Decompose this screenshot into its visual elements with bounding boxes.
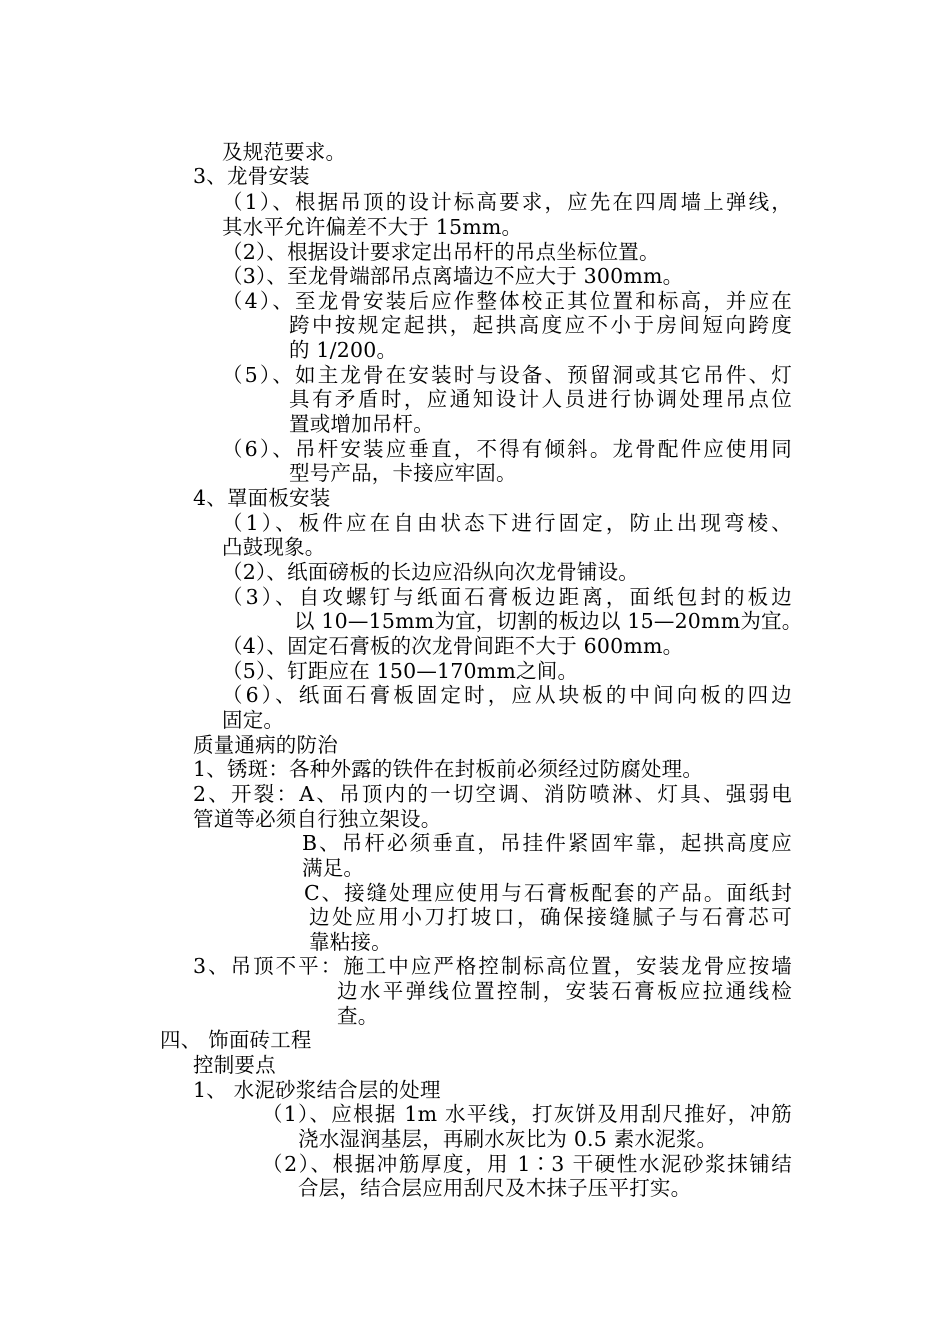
section-heading: 控制要点 <box>193 1053 276 1077</box>
section-heading: 1、 水泥砂浆结合层的处理 <box>193 1078 441 1102</box>
text-line: （2）、根据设计要求定出吊杆的吊点坐标位置。 <box>222 240 660 264</box>
text-line: （1）、根据吊顶的设计标高要求，应先在四周墙上弹线， <box>222 190 792 214</box>
text-line: （3）、自攻螺钉与纸面石膏板边距离，面纸包封的板边 <box>222 585 792 609</box>
text-line: （5）、钉距应在 150—170mm之间。 <box>222 659 579 683</box>
text-line: 合层，结合层应用刮尺及木抹子压平打实。 <box>298 1176 692 1200</box>
text-line: 2、开裂：A、吊顶内的一切空调、消防喷淋、灯具、强弱电 <box>193 782 792 806</box>
text-line: （6）、吊杆安装应垂直，不得有倾斜。龙骨配件应使用同 <box>222 437 792 461</box>
text-line: 边处应用小刀打坡口，确保接缝腻子与石膏芯可 <box>309 905 792 929</box>
text-line: 满足。 <box>302 856 365 880</box>
section-heading: 3、龙骨安装 <box>193 164 310 188</box>
text-line: 的 1/200。 <box>289 338 398 362</box>
text-line: 具有矛盾时，应通知设计人员进行协调处理吊点位 <box>289 387 792 411</box>
text-line: （5）、如主龙骨在安装时与设备、预留洞或其它吊件、灯 <box>222 363 792 387</box>
text-line: （1）、应根据 1m 水平线，打灰饼及用刮尺推好，冲筋 <box>262 1102 792 1126</box>
text-line: 固定。 <box>222 708 285 732</box>
text-line: 3、吊顶不平：施工中应严格控制标高位置，安装龙骨应按墙 <box>193 954 792 978</box>
text-line: （2）、纸面磅板的长边应沿纵向次龙骨铺设。 <box>222 560 639 584</box>
text-line: 及规范要求。 <box>222 140 347 164</box>
text-line: 跨中按规定起拱，起拱高度应不小于房间短向跨度 <box>289 313 792 337</box>
text-line: （4）、至龙骨安装后应作整体校正其位置和标高，并应在 <box>222 289 792 313</box>
section-heading: 质量通病的防治 <box>193 733 338 757</box>
text-line: B、吊杆必须垂直，吊挂件紧固牢靠，起拱高度应 <box>302 831 792 855</box>
text-line: （6）、纸面石膏板固定时，应从块板的中间向板的四边 <box>222 683 792 707</box>
text-line: 型号产品，卡接应牢固。 <box>289 461 517 485</box>
text-line: （1）、板件应在自由状态下进行固定，防止出现弯棱、 <box>222 511 792 535</box>
text-line: 其水平允许偏差不大于 15mm。 <box>222 215 523 239</box>
section-heading: 4、罩面板安装 <box>193 486 331 510</box>
chapter-heading: 四、 饰面砖工程 <box>160 1028 312 1052</box>
text-line: 边水平弹线位置控制，安装石膏板应拉通线检 <box>337 979 792 1003</box>
text-line: 管道等必须自行独立架设。 <box>193 807 442 831</box>
text-line: C、接缝处理应使用与石膏板配套的产品。面纸封 <box>304 881 792 905</box>
text-line: 靠粘接。 <box>309 930 392 954</box>
text-line: 浇水湿润基层，再刷水灰比为 0.5 素水泥浆。 <box>298 1127 718 1151</box>
text-line: 置或增加吊杆。 <box>289 412 434 436</box>
text-line: 凸鼓现象。 <box>222 535 326 559</box>
text-line: 1、锈斑：各种外露的铁件在封板前必须经过防腐处理。 <box>193 757 704 781</box>
text-line: （4）、固定石膏板的次龙骨间距不大于 600mm。 <box>222 634 684 658</box>
text-line: （3）、至龙骨端部吊点离墙边不应大于 300mm。 <box>222 264 684 288</box>
text-line: 以 10—15mm为宜，切割的板边以 15—20mm为宜。 <box>294 609 803 633</box>
text-line: 查。 <box>337 1004 379 1028</box>
text-line: （2）、根据冲筋厚度，用 1∶3 干硬性水泥砂浆抹铺结 <box>262 1152 792 1176</box>
